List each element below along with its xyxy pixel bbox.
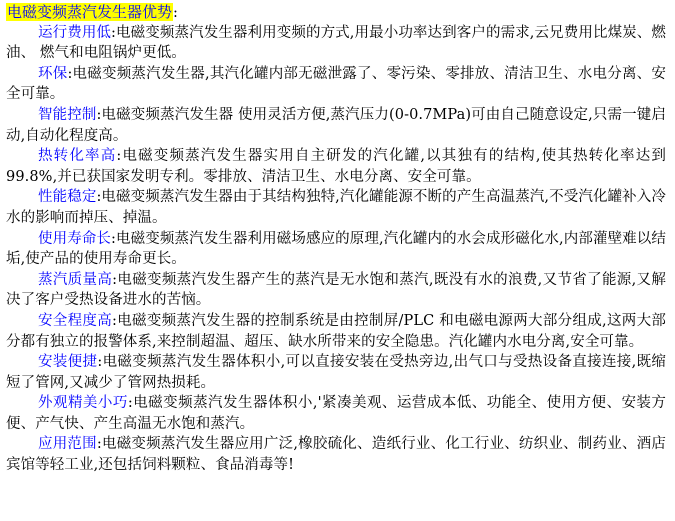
item-text: :电磁变频蒸汽发生器 使用灵活方便,蒸汽压力(0-0.7MPa)可由自己随意设定,只需一键启动,自动化程度高。 xyxy=(6,106,667,144)
item-text: :电磁变频蒸汽发生器,其汽化罐内部无磁泄露了、零污染、零排放、清洁卫生、水电分离、安全可靠。 xyxy=(6,65,666,103)
item-label: 安全程度高 xyxy=(38,312,113,329)
item-smart-control xyxy=(6,105,666,146)
item-text: :电磁变频蒸汽发生器应用广泛,橡胶硫化、造纸行业、化工行业、纺织业、制药业、酒店宾馆等轻工业,还包括饲料颗粒、食品消毒等! xyxy=(6,436,666,474)
item-label: 应用范围 xyxy=(38,436,97,453)
item-text: :电磁变频蒸汽发生器由于其结构独特,汽化罐能源不断的产生高温蒸汽,不受汽化罐补入冷水的影响而掉压、掉温。 xyxy=(6,189,666,226)
item-label: 使用寿命长 xyxy=(38,230,112,247)
item-applications xyxy=(6,434,666,475)
item-easy-install xyxy=(6,352,666,393)
title-colon: : xyxy=(173,5,178,21)
item-label: 运行费用低 xyxy=(38,24,112,41)
item-label: 蒸汽质量高 xyxy=(38,271,113,288)
item-text: :电磁变频蒸汽发生器产生的蒸汽是无水饱和蒸汽,既没有水的浪费,又节省了能源,又解决了客户受热设备进水的苦恼。 xyxy=(6,271,666,309)
item-steam-quality xyxy=(6,270,666,311)
item-label: 智能控制 xyxy=(38,106,97,123)
item-operating-cost xyxy=(6,23,666,64)
item-text: :电磁变频蒸汽发生器的控制系统是由控制屏/PLC 和电磁电源两大部分组成,这两大部分都有独立的报警体系,来控制超温、超压、缺水所带来的安全隐患。汽化罐内水电分离,安全可靠。 xyxy=(6,312,666,350)
document-title xyxy=(6,2,666,23)
item-label: 外观精美小巧 xyxy=(38,395,128,412)
title-highlight: 电磁变频蒸汽发生器优势 xyxy=(7,3,173,21)
item-text: :电磁变频蒸汽发生器体积小,'紧凑美观、运营成本低、功能全、使用方便、安装方便、产气快、产生高温无水饱和蒸汽。 xyxy=(6,395,667,432)
item-compact-design xyxy=(6,393,666,434)
item-thermal-efficiency xyxy=(6,146,666,187)
item-text: :电磁变频蒸汽发生器实用自主研发的汽化罐,以其独有的结构,使其热转化率达到 99.8%,并已获国家发明专利。零排放、清洁卫生、水电分离、安全可靠。 xyxy=(6,148,666,185)
item-label: 热转化率高 xyxy=(38,148,117,165)
item-stable-performance xyxy=(6,187,666,228)
item-label: 环保 xyxy=(38,65,68,82)
item-safety xyxy=(6,311,666,352)
item-text: :电磁变频蒸汽发生器利用变频的方式,用最小功率达到客户的需求,云兄费用比煤炭、燃油、 燃气和电阻锅炉更低。 xyxy=(6,24,666,62)
item-label: 性能稳定 xyxy=(38,189,97,206)
item-text: :电磁变频蒸汽发生器利用磁场感应的原理,汽化罐内的水会成形磁化水,内部灌壁难以结垢,使产品的使用寿命更长。 xyxy=(6,230,666,268)
item-environmental xyxy=(6,64,666,105)
item-long-lifespan xyxy=(6,229,666,270)
item-label: 安装便捷 xyxy=(38,354,98,371)
document-body xyxy=(6,2,666,476)
item-text: :电磁变频蒸汽发生器体积小,可以直接安装在受热旁边,出气口与受热设备直接连接,既缩短了管网,又减少了管网热损耗。 xyxy=(6,354,666,391)
